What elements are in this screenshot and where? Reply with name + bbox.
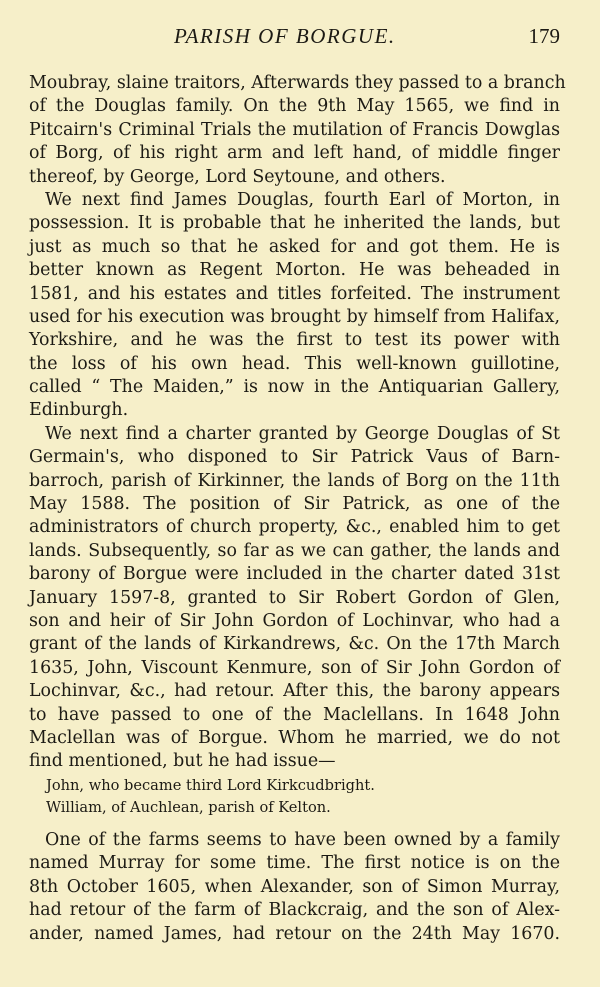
text-line: called “ The Maiden,” is now in the Antiquarian Gallery, xyxy=(29,377,560,398)
text-line: used for his execution was brought by himself from Halifax, xyxy=(29,306,560,327)
closing-paragraph xyxy=(29,829,560,946)
text-line: ander, named James, had retour on the 24th May 1670. xyxy=(29,923,560,944)
text-line: Edinburgh. xyxy=(29,400,129,421)
text-line: 8th October 1605, when Alexander, son of Simon Murray, xyxy=(29,876,560,897)
issue-list xyxy=(46,775,526,819)
text-line: barroch, parish of Kirkinner, the lands of Borg on the 11th xyxy=(29,470,560,491)
text-line: administrators of church property, &c., enabled him to get xyxy=(29,517,560,538)
text-line: May 1588. The position of Sir Patrick, as one of the xyxy=(29,494,560,515)
text-line: possession. It is probable that he inherited the lands, but xyxy=(29,213,560,234)
text-line: Moubray, slaine traitors, Afterwards they passed to a branch xyxy=(29,73,566,93)
text-line: We next find a charter granted by George Douglas of St xyxy=(45,423,560,444)
text-line: Pitcairn's Criminal Trials the mutilation of Francis Dowglas xyxy=(29,119,560,140)
text-line: Yorkshire, and he was the first to test its power with xyxy=(29,330,560,351)
text-line: the loss of his own head. This well-known guillotine, xyxy=(29,353,560,374)
main-text xyxy=(29,72,566,774)
text-line: find mentioned, but he had issue— xyxy=(29,751,336,772)
text-line: Germain's, who disponed to Sir Patrick Vaus of Barn- xyxy=(29,447,560,468)
text-line: lands. Subsequently, so far as we can gather, the lands and xyxy=(29,540,560,561)
text-line: better known as Regent Morton. He was beheaded in xyxy=(29,260,560,281)
text-line: to have passed to one of the Maclellans. In 1648 John xyxy=(29,704,560,725)
issue-list-item: William, of Auchlean, parish of Kelton. xyxy=(46,799,331,816)
text-line: 1581, and his estates and titles forfeited. The instrument xyxy=(29,283,560,304)
text-line: just as much so that he asked for and got them. He is xyxy=(29,236,560,257)
page-number: 179 xyxy=(528,24,560,48)
text-line: named Murray for some time. The first notice is on the xyxy=(29,853,560,874)
text-line: Lochinvar, &c., had retour. After this, the barony appears xyxy=(29,681,560,702)
text-line: One of the farms seems to have been owned by a family xyxy=(45,830,560,850)
text-line: January 1597-8, granted to Sir Robert Gordon of Glen, xyxy=(29,587,560,608)
running-head xyxy=(28,24,560,50)
text-line: son and heir of Sir John Gordon of Lochinvar, who had a xyxy=(29,610,560,631)
text-line: barony of Borgue were included in the charter dated 31st xyxy=(29,564,560,585)
text-line: thereof, by George, Lord Seytoune, and others. xyxy=(29,166,446,187)
text-line: had retour of the farm of Blackcraig, and the son of Alex- xyxy=(29,900,560,921)
text-line: We next find James Douglas, fourth Earl of Morton, in xyxy=(45,189,560,210)
text-line: grant of the lands of Kirkandrews, &c. On the 17th March xyxy=(29,634,560,655)
text-line: of Borg, of his right arm and left hand, of middle finger xyxy=(29,143,560,164)
text-line: 1635, John, Viscount Kenmure, son of Sir John Gordon of xyxy=(29,657,560,678)
running-title: PARISH OF BORGUE. xyxy=(174,24,396,48)
issue-list-item: John, who became third Lord Kirkcudbright. xyxy=(46,777,375,794)
text-line: of the Douglas family. On the 9th May 1565, we find in xyxy=(29,96,560,117)
text-line: Maclellan was of Borgue. Whom he married, we do not xyxy=(29,727,560,748)
